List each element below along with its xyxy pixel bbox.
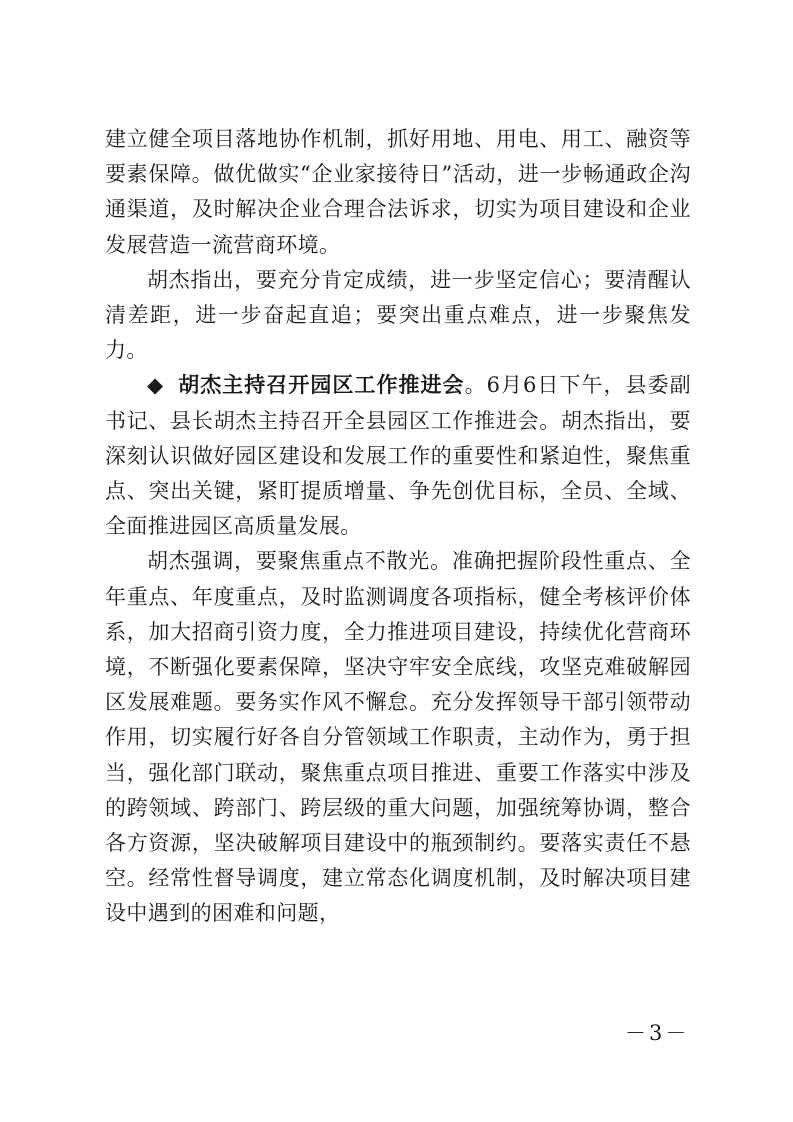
paragraph-4-intro: 胡杰强调， [147,549,256,574]
paragraph-4 [105,544,691,931]
emphasis-1: 要聚焦重点不散光 [255,549,431,574]
diamond-bullet-icon: ◆ [147,373,165,398]
emphasis-2: 要务实作风不懈怠 [235,690,410,715]
body-text [105,122,691,932]
paragraph-1: 建立健全项目落地协作机制，抓好用地、用电、用工、融资等要素保障。做优做实“企业家接待日”活动，进一步畅通政企沟通渠道，及时解决企业合理合法诉求，切实为项目建设和企业发展营造一流营商环境。 [105,127,691,257]
paragraph-3-body: 。6月6日下午，县委副书记、县长胡杰主持召开全县园区工作推进会。胡杰指出，要深刻认识做好园区建设和发展工作的重要性和紧迫性，聚焦重点、突出关键，紧盯提质增量、争先创优目标，全员、全域、全面推进园区高质量发展。 [105,373,691,539]
heading-text: 胡杰主持召开园区工作推进会 [178,373,465,398]
paragraph-4-part-1: 。准确把握阶段性重点、全年重点、年度重点，及时监测调度各项指标，健全考核评价体系，加大招商引资力度，全力推进项目建设，持续优化营商环境，不断强化要素保障，坚决守牢安全底线，攻坚克难破解园区发展难题。 [105,549,691,715]
paragraph-3 [105,368,691,544]
paragraph-4-part-3: 。经常性督导调度，建立常态化调度机制，及时解决项目建设中遇到的困难和问题， [105,866,691,926]
emphasis-3: 要落实责任不悬空 [105,831,691,891]
bullet-heading [147,373,465,397]
page-number: －3－ [625,1021,690,1045]
paragraph-2: 胡杰指出，要充分肯定成绩，进一步坚定信心；要清醒认清差距，进一步奋起直追；要突出重点难点，进一步聚焦发力。 [105,267,691,363]
paragraph-4-part-2: 。充分发挥领导干部引领带动作用，切实履行好各自分管领域工作职责，主动作为，勇于担当，强化部门联动，聚焦重点项目推进、重要工作落实中涉及的跨领域、跨部门、跨层级的重大问题，加强统筹协调，整合各方资源，坚决破解项目建设中的瓶颈制约。 [105,690,691,856]
